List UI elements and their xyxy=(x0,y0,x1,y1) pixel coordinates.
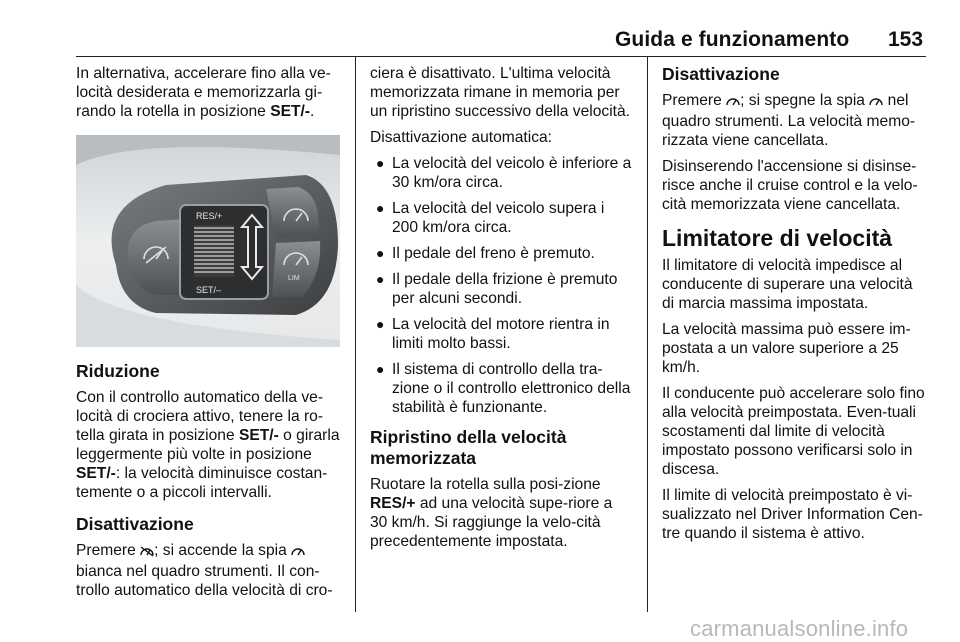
list-item: ● La velocità del veicolo supera i 200 km/ora circa. xyxy=(376,200,605,236)
list-item: ● Il pedale del freno è premuto. xyxy=(376,245,595,262)
riduzione-heading: Riduzione xyxy=(76,361,160,381)
disattivazione-paragraph-col1: Premere ; si accende la spia bianca nel quadro strumenti. Il con-trollo automatico della velocità di cro- xyxy=(76,542,333,599)
auto-deactivation-list xyxy=(370,154,632,417)
column-divider-2 xyxy=(647,56,648,612)
list-item: ● Il sistema di controllo della tra-zione o il controllo elettronico della stabilità è funzionante. xyxy=(376,361,631,416)
list-item: ● La velocità del motore rientra in limiti molto bassi. xyxy=(376,316,610,352)
disattivazione-heading-col1: Disattivazione xyxy=(76,514,194,534)
disattivazione-heading-col3: Disattivazione xyxy=(662,64,780,84)
cruise-lamp-icon xyxy=(291,543,305,562)
ignition-off-paragraph: Disinserendo l'accensione si disinse-risce anche il cruise control e la velo-cità memorizzata viene cancellata. xyxy=(662,158,918,213)
ripristino-heading: Ripristino della velocità memorizzata xyxy=(370,427,567,468)
limitatore-heading: Limitatore di velocità xyxy=(662,225,893,251)
auto-deactivation-title: Disattivazione automatica: xyxy=(370,129,553,146)
page-header-title: Guida e funzionamento xyxy=(615,28,850,51)
res-label: RES/+ xyxy=(196,211,223,221)
limitatore-paragraph-1: Il limitatore di velocità impedisce al conducente di superare una velocità di marcia massima impostata. xyxy=(662,257,913,312)
cruise-lamp-icon xyxy=(869,93,883,112)
ripristino-paragraph: Ruotare la rotella sulla posi-zione RES/+ ad una velocità supe-riore a 30 km/h. Si raggiunge la velo-cità precedentemente impostata. xyxy=(370,476,613,550)
watermark: carmanualsonline.info xyxy=(690,616,909,641)
column-divider-1 xyxy=(355,56,356,612)
cruise-lamp-icon xyxy=(726,93,740,112)
column-2 xyxy=(370,64,632,558)
intro-paragraph: In alternativa, accelerare fino alla ve-locità desiderata e memorizzarla gi-rando la rotella in posizione SET/-. xyxy=(76,65,331,120)
limitatore-paragraph-4: Il limite di velocità preimpostato è vi-sualizzato nel Driver Information Cen-tre quando il sistema è attivo. xyxy=(662,487,923,542)
limitatore-paragraph-2: La velocità massima può essere im-postata a un valore superiore a 25 km/h. xyxy=(662,321,911,376)
header-rule xyxy=(76,56,926,57)
riduzione-paragraph: Con il controllo automatico della ve-locità di crociera attivo, tenere la ro-tella girata in posizione SET/- o girarla leggermente più volte in posizione SET/-: la velocità diminuisce costan-temente o a piccoli intervalli. xyxy=(76,389,340,501)
set-label: SET/– xyxy=(196,285,222,295)
column-1 xyxy=(76,64,340,607)
cruise-off-icon xyxy=(140,543,154,562)
list-item: ● Il pedale della frizione è premuto per alcuni secondi. xyxy=(376,271,618,307)
steering-wheel-controls-figure xyxy=(76,135,340,347)
limitatore-paragraph-3: Il conducente può accelerare solo fino alla velocità preimpostata. Even-tuali scostamenti dal limite di velocità impostato possono verificarsi solo in discesa. xyxy=(662,385,925,478)
page-number: 153 xyxy=(888,28,924,51)
list-item: ● La velocità del veicolo è inferiore a 30 km/ora circa. xyxy=(376,155,632,191)
continued-paragraph: ciera è disattivato. L'ultima velocità memorizzata rimane in memoria per un ripristino successivo della velocità. xyxy=(370,65,631,120)
disattivazione-paragraph-col3: Premere ; si spegne la spia nel quadro strumenti. La velocità memo-rizzata viene cancellata. xyxy=(662,92,916,149)
column-3 xyxy=(662,64,927,550)
lim-label: LIM xyxy=(288,275,300,282)
